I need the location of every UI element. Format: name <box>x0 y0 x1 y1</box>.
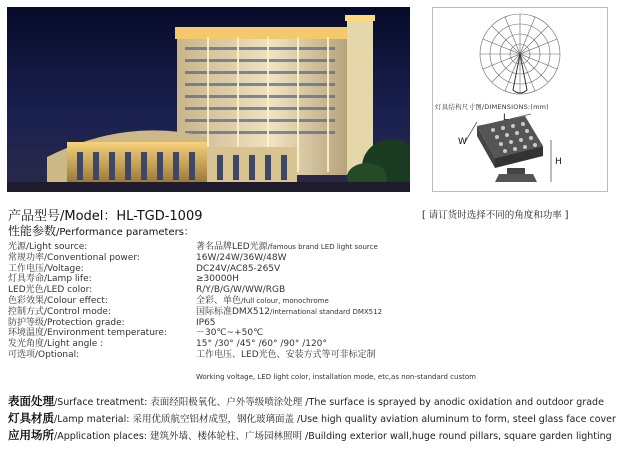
dimensions-caption: 灯具结构尺寸图/DIMENSIONS:(mm) <box>435 103 549 111</box>
product-application-photo <box>7 7 410 192</box>
dimension-h-label: H <box>555 157 562 167</box>
dimension-w-label: W <box>458 137 467 147</box>
surface-treatment-line <box>8 393 608 409</box>
surface-treatment-title: 表面处理 <box>8 394 54 408</box>
spec-row <box>8 307 528 318</box>
spec-label: 防护等级/Protection grade: <box>8 317 125 328</box>
spec-row <box>8 242 528 253</box>
spec-value: 工作电压、LED光色、安装方式等可非标定制 <box>196 349 376 360</box>
lamp-material-line <box>8 410 616 426</box>
spec-row <box>8 328 528 339</box>
spec-row <box>8 350 528 361</box>
spec-label: 色彩效果/Colour effect: <box>8 295 108 306</box>
polar-light-distribution-chart <box>433 8 607 100</box>
spec-label: LED光色/LED color: <box>8 285 93 296</box>
spec-label: 可选项/Optional: <box>8 349 80 360</box>
spec-list <box>8 242 528 361</box>
spec-value: R/Y/B/G/W/WW/RGB <box>196 285 286 296</box>
lamp-dimension-drawing <box>433 112 607 192</box>
spec-row <box>8 285 528 296</box>
performance-heading-cn: 性能参数 <box>8 224 57 238</box>
spec-value: －30℃~+50℃ <box>196 328 264 339</box>
spec-label: 灯具寿命/Lamp life: <box>8 274 92 285</box>
lamp-material-title: 灯具材质 <box>8 411 54 425</box>
application-places-text: /Application places: 建筑外墙、楼体轮柱、广场园林照明 /Building exterior wall,huge round pillars, square garden lighting <box>54 431 612 442</box>
lamp-material-text: /Lamp material: 采用优质航空铝材成型，钢化玻璃面盖 /Use high quality aviation aluminum to form, steel glass face cover <box>54 414 616 425</box>
spec-value: IP65 <box>196 317 216 328</box>
spec-label: 工作电压/Voltage: <box>8 263 84 274</box>
application-places-title: 应用场所 <box>8 428 54 442</box>
spec-value: 全彩、单色/full colour, monochrome <box>196 295 329 306</box>
order-notice: [ 请订货时选择不同的角度和功率 ] <box>422 210 569 221</box>
spec-value: 15° /30° /45° /60° /90° /120° <box>196 339 327 350</box>
spec-row <box>8 253 528 264</box>
spec-value: DC24V/AC85-265V <box>196 263 281 274</box>
night-building-illustration <box>7 7 410 192</box>
spec-label: 环境温度/Environment temperature: <box>8 328 167 339</box>
performance-heading <box>8 222 194 239</box>
dimension-l-label: L <box>503 113 509 123</box>
performance-heading-en: /Performance parameters： <box>56 227 194 238</box>
dimensions-diagram <box>432 7 608 192</box>
spec-row <box>8 339 528 350</box>
surface-treatment-text: /Surface treatment: 表面经阳极氧化、户外等级喷涂处理 /The surface is sprayed by anodic oxidation and outdoor grade <box>54 397 604 408</box>
application-places-line <box>8 427 612 443</box>
spec-label: 发光角度/Light angle : <box>8 339 104 350</box>
spec-row <box>8 318 528 329</box>
spec-label: 控制方式/Control mode: <box>8 306 111 317</box>
spec-value: ≥30000H <box>196 274 239 285</box>
spec-row <box>8 264 528 275</box>
spec-label: 常规功率/Conventional power: <box>8 252 140 263</box>
spec-row <box>8 274 528 285</box>
optional-note: Working voltage, LED light color, installation mode, etc,as non-standard custom <box>196 373 476 381</box>
spec-value: 16W/24W/36W/48W <box>196 252 287 263</box>
spec-value: 国际标准DMX512/international standard DMX512 <box>196 306 383 317</box>
spec-value: 著名品牌LED光源/famous brand LED light source <box>196 242 378 252</box>
spec-label: 光源/Light source: <box>8 242 88 252</box>
spec-row <box>8 296 528 307</box>
model-number: 产品型号/Model：HL-TGD-1009 <box>8 209 203 224</box>
